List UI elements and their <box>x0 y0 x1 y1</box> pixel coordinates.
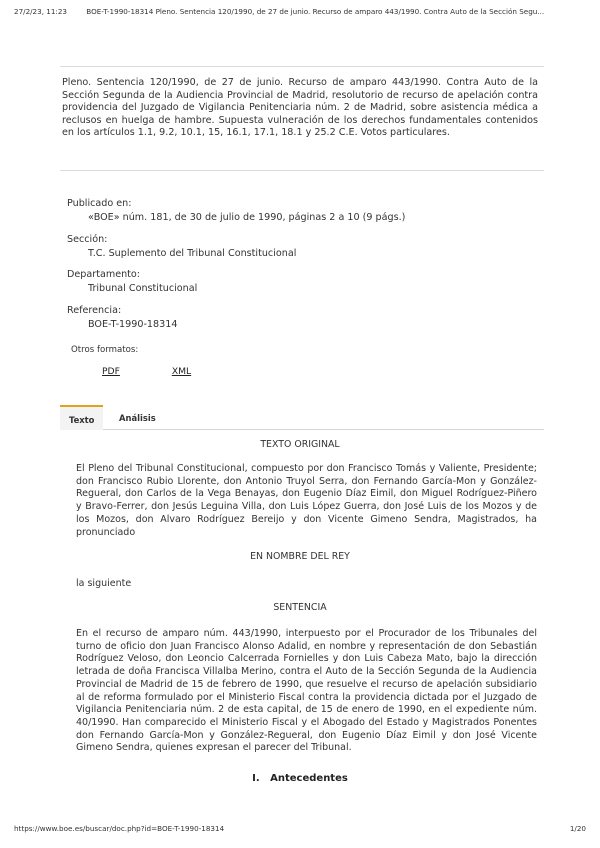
sentencia-title: SENTENCIA <box>273 602 327 613</box>
king-line: EN NOMBRE DEL REY <box>250 551 350 562</box>
page-number: 1/20 <box>569 824 586 833</box>
section-title: TEXTO ORIGINAL <box>260 439 340 450</box>
print-date: 27/2/23, 11:23 <box>14 7 67 16</box>
department-value: Tribunal Constitucional <box>88 283 198 294</box>
print-footer <box>14 824 586 833</box>
antecedentes-heading: I. Antecedentes <box>252 773 348 784</box>
published-label: Publicado en: <box>67 198 132 209</box>
section-label: Sección: <box>67 234 108 245</box>
department-block <box>67 269 197 294</box>
reference-value: BOE-T-1990-18314 <box>88 319 178 330</box>
section-value: T.C. Suplemento del Tribunal Constitucional <box>88 248 297 259</box>
print-header <box>14 7 586 16</box>
footer-url: https://www.boe.es/buscar/doc.php?id=BOE-T-1990-18314 <box>14 824 225 833</box>
pdf-link[interactable]: PDF <box>102 366 120 377</box>
department-label: Departamento: <box>67 269 141 280</box>
reference-block <box>67 305 177 330</box>
other-formats-label: Otros formatos: <box>71 345 139 355</box>
following-line: la siguiente <box>76 578 132 589</box>
tab-bar <box>60 405 544 430</box>
tab-texto[interactable]: Texto <box>60 405 103 430</box>
xml-link[interactable]: XML <box>171 366 192 377</box>
published-value: «BOE» núm. 181, de 30 de julio de 1990, páginas 2 a 10 (9 págs.) <box>88 212 406 223</box>
tab-analisis[interactable]: Análisis <box>119 413 156 423</box>
published-block <box>67 198 405 223</box>
reference-label: Referencia: <box>67 305 122 316</box>
case-paragraph: En el recurso de amparo núm. 443/1990, interpuesto por el Procurador de los Tribunales del turno de oficio don Juan Francisco Alonso Adalid, en nombre y representación de don Sebastián Rodríguez Veloso, don Leoncio Calcerrada Fornielles y don Luis Cabeza Mato, bajo la dirección letrada de doña Francisca Villalba Merino, contra el Auto de la Sección Segunda de la Audiencia Provincial de Madrid de 15 de febrero de 1990, que resuelve el recurso de apelación subsidiario al de reforma formulado por el Ministerio Fiscal contra la providencia dictada por el Juzgado de Vigilancia Penitenciaria núm. 2 de esta capital, de 15 de enero de 1990, en el expediente núm. 40/1990. Han comparecido el Ministerio Fiscal y el Abogado del Estado y Magistrados Ponentes don Fernando García-Mon y González-Regueral, don Eugenio Díaz Eimil y don José Vicente Gimeno Sendra, quienes expresan el parecer del Tribunal. <box>76 628 537 754</box>
divider <box>60 66 544 67</box>
document-summary: Pleno. Sentencia 120/1990, de 27 de junio. Recurso de amparo 443/1990. Contra Auto de la Sección Segunda de la Audiencia Provincial de Madrid, resolutorio de recurso de apelación contra providencia del Juzgado de Vigilancia Penitenciaria núm. 2 de Madrid, sobre asistencia médica a reclusos en huelga de hambre. Supuesta vulneración de los derechos fundamentales contenidos en los artículos 1.1, 9.2, 10.1, 15, 16.1, 17.1, 18.1 y 25.2 C.E. Votos particulares. <box>62 77 538 139</box>
print-title: BOE-T-1990-18314 Pleno. Sentencia 120/1990, de 27 de junio. Recurso de amparo 443/1990. Contra Auto de la Sección Segu... <box>86 7 545 16</box>
format-links <box>102 366 191 377</box>
section-block <box>67 234 296 259</box>
divider <box>60 170 544 171</box>
intro-paragraph: El Pleno del Tribunal Constitucional, compuesto por don Francisco Tomás y Valiente, Presidente; don Francisco Rubio Llorente, don Antonio Truyol Serra, don Fernando García-Mon y González-Regueral, don Carlos de la Vega Benayas, don Eugenio Díaz Eimil, don Miguel Rodríguez-Piñero y Bravo-Ferrer, don Jesús Leguina Villa, don Luis López Guerra, don José Luis de los Mozos y de los Mozos, don Alvaro Rodríguez Bereijo y don Vicente Gimeno Sendra, Magistrados, ha pronunciado <box>76 463 537 538</box>
